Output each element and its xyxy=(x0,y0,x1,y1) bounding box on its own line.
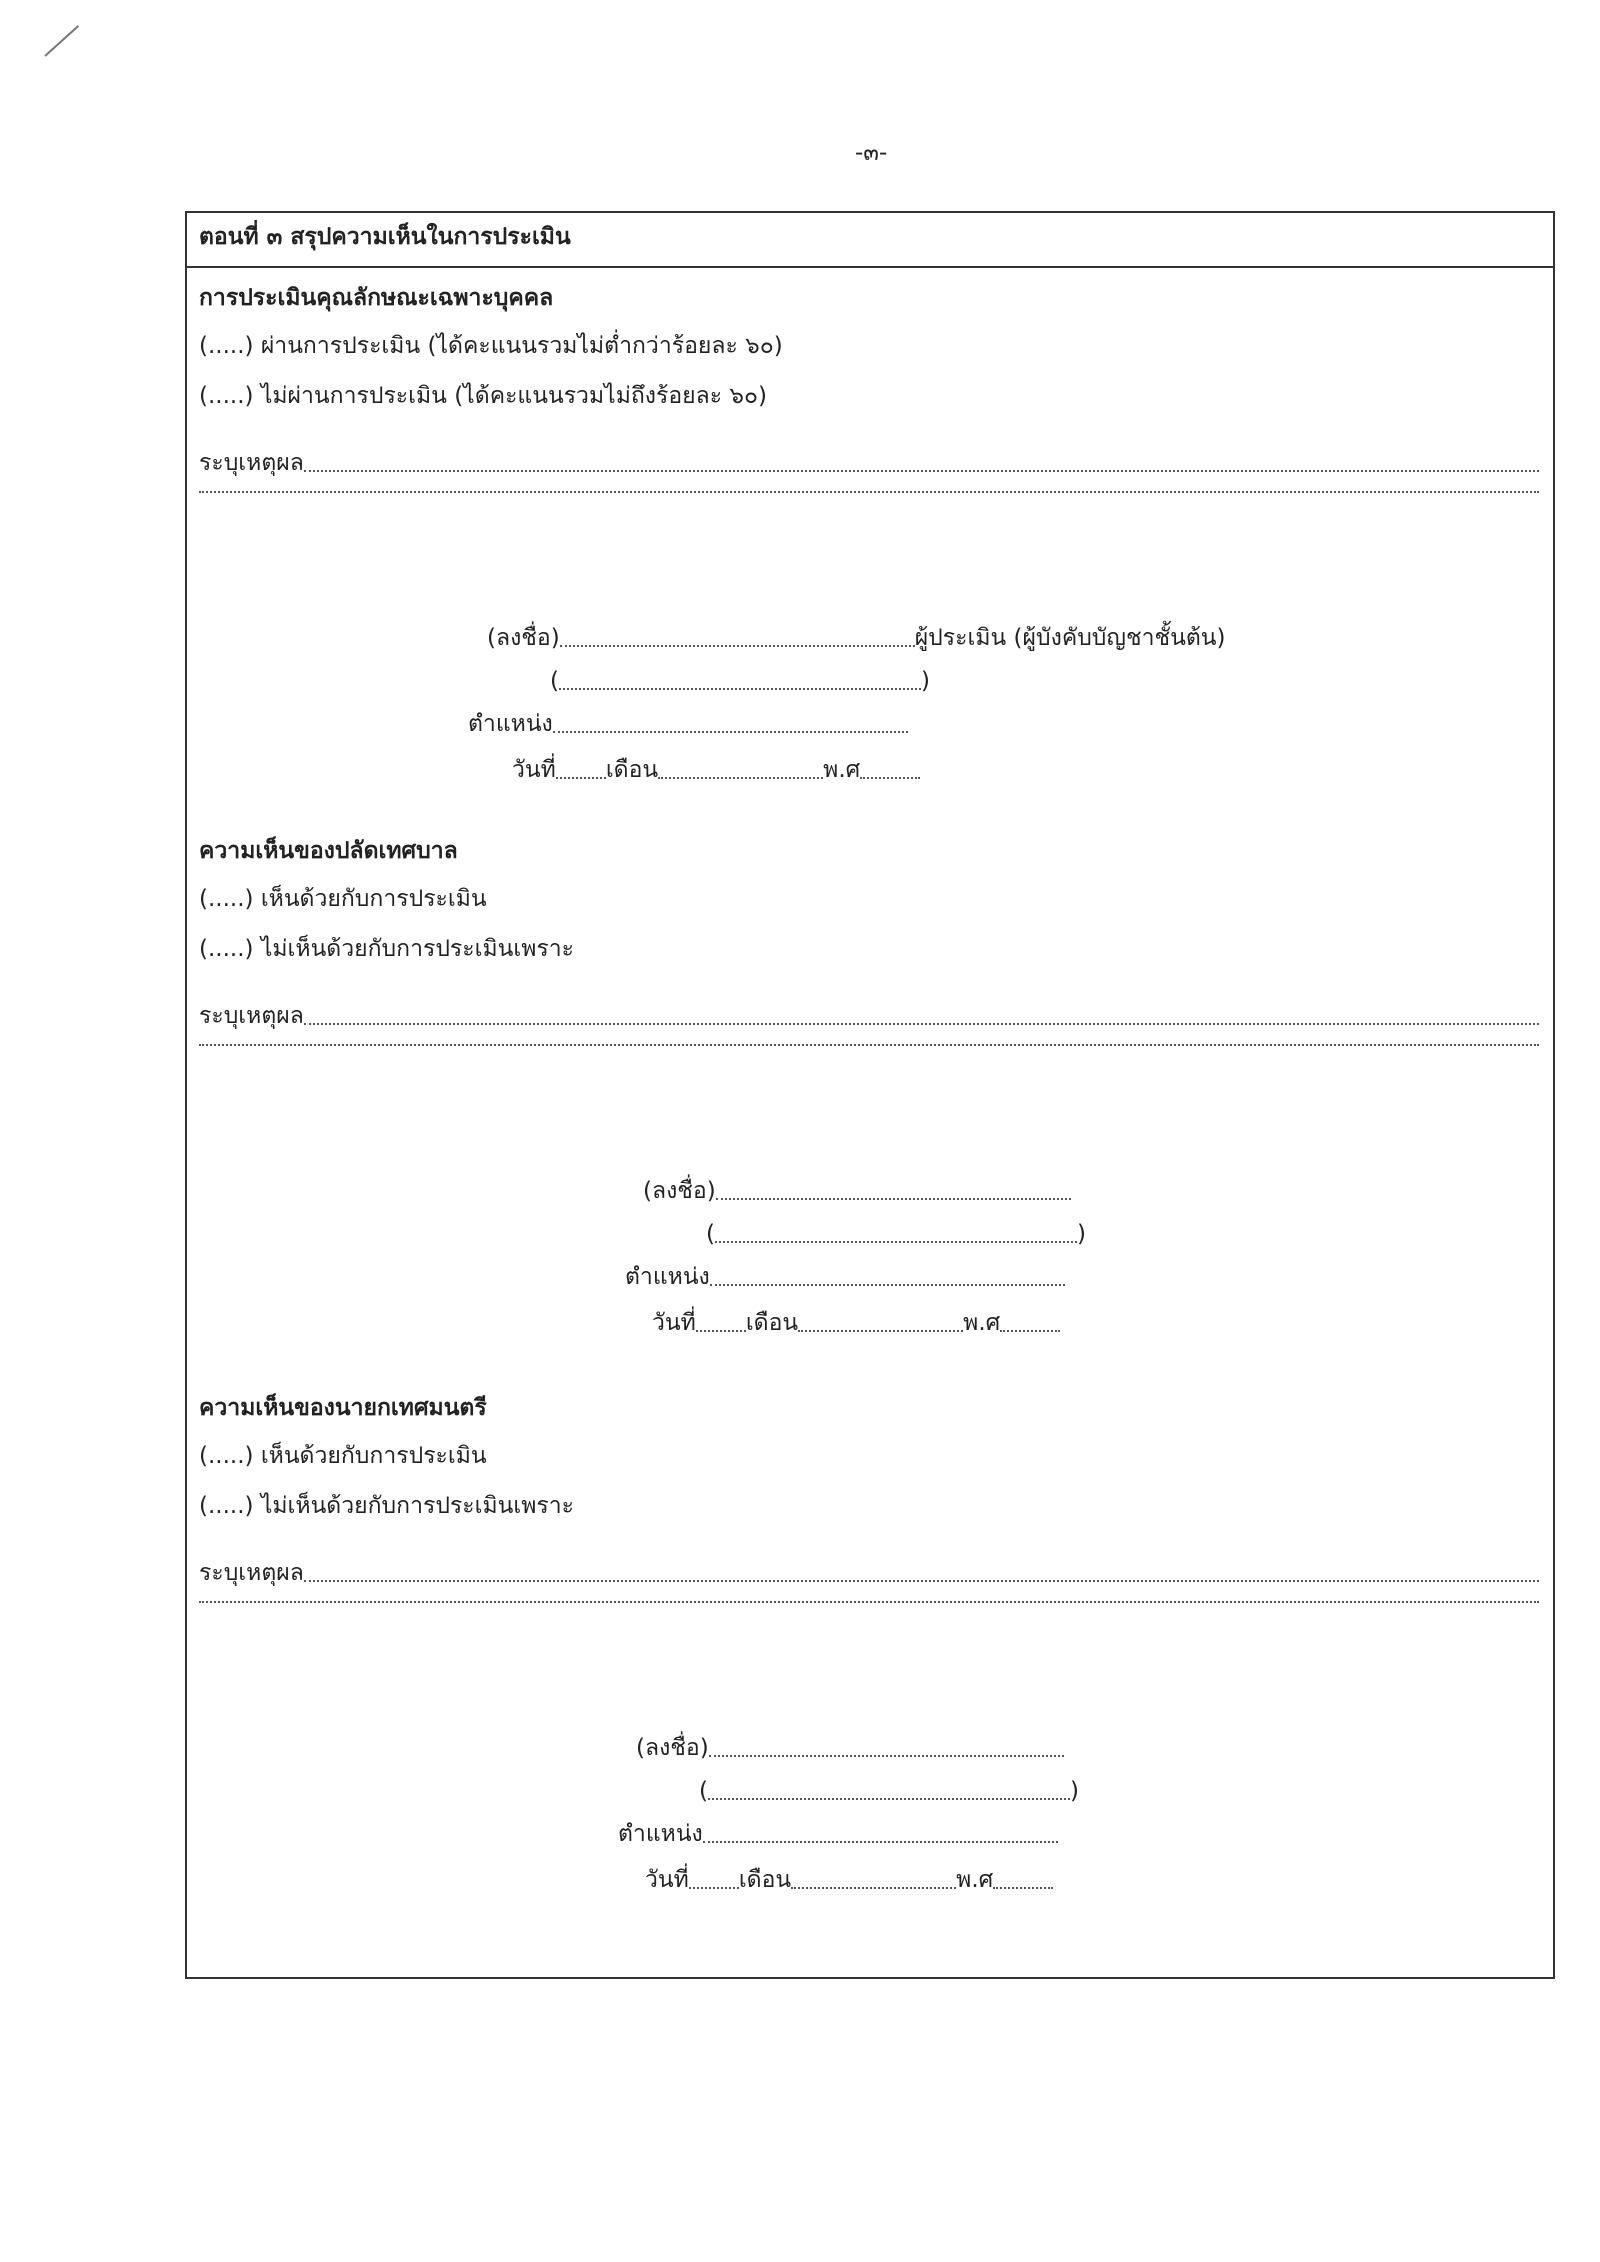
sign-dots xyxy=(709,1755,1064,1757)
option-agree[interactable]: (.....) เห็นด้วยกับการประเมิน xyxy=(199,1443,487,1469)
paren-open: ( xyxy=(699,1778,708,1804)
header-divider xyxy=(185,266,1555,268)
month-dots xyxy=(658,777,823,779)
reason-dots xyxy=(304,470,1539,472)
year-dots xyxy=(860,777,920,779)
printed-name-line[interactable] xyxy=(706,1219,1086,1249)
reason-dots xyxy=(304,1580,1539,1582)
month-label: เดือน xyxy=(605,757,659,783)
sign-label: (ลงชื่อ) xyxy=(487,625,560,651)
position-line[interactable] xyxy=(625,1262,1065,1292)
month-dots xyxy=(798,1330,963,1332)
reason-dots xyxy=(304,1023,1539,1025)
signature-line[interactable] xyxy=(643,1176,1071,1206)
paren-close: ) xyxy=(1069,1778,1079,1804)
sign-dots xyxy=(716,1198,1071,1200)
position-label: ตำแหน่ง xyxy=(618,1821,703,1847)
reason-label: ระบุเหตุผล xyxy=(199,1003,304,1029)
position-dots xyxy=(710,1284,1065,1286)
year-label: พ.ศ xyxy=(823,757,861,783)
reason-dots xyxy=(199,491,1539,493)
sign-suffix: ผู้ประเมิน (ผู้บังคับบัญชาชั้นต้น) xyxy=(914,625,1226,651)
name-dots xyxy=(715,1241,1077,1243)
sign-dots xyxy=(560,645,915,647)
reason-field-line2[interactable] xyxy=(199,1044,1539,1052)
sign-label: (ลงชื่อ) xyxy=(636,1735,709,1761)
position-label: ตำแหน่ง xyxy=(625,1264,710,1290)
day-label: วันที่ xyxy=(645,1867,689,1893)
year-label: พ.ศ xyxy=(963,1310,1001,1336)
reason-dots xyxy=(199,1044,1539,1046)
printed-name-line[interactable] xyxy=(550,666,930,696)
position-label: ตำแหน่ง xyxy=(468,711,553,737)
option-agree[interactable]: (.....) ผ่านการประเมิน (ได้คะแนนรวมไม่ต่ำกว่าร้อยละ ๖๐) xyxy=(199,333,783,359)
option-agree[interactable]: (.....) เห็นด้วยกับการประเมิน xyxy=(199,886,487,912)
paren-open: ( xyxy=(550,668,559,694)
year-label: พ.ศ xyxy=(956,1867,994,1893)
option-disagree[interactable]: (.....) ไม่เห็นด้วยกับการประเมินเพราะ xyxy=(199,936,575,962)
reason-field[interactable] xyxy=(199,1558,1539,1588)
reason-label: ระบุเหตุผล xyxy=(199,1560,304,1586)
signature-line[interactable] xyxy=(487,623,1226,653)
page-number: -๓- xyxy=(855,140,888,166)
name-dots xyxy=(559,688,921,690)
day-dots xyxy=(696,1330,746,1332)
signature-line[interactable] xyxy=(636,1733,1064,1763)
paren-close: ) xyxy=(920,668,930,694)
paren-close: ) xyxy=(1076,1221,1086,1247)
reason-field[interactable] xyxy=(199,1001,1539,1031)
printed-name-line[interactable] xyxy=(699,1776,1079,1806)
name-dots xyxy=(708,1798,1070,1800)
date-line[interactable] xyxy=(652,1308,1060,1338)
year-dots xyxy=(993,1887,1053,1889)
position-dots xyxy=(553,731,908,733)
sign-label: (ลงชื่อ) xyxy=(643,1178,716,1204)
scan-mark xyxy=(44,25,79,57)
option-disagree[interactable]: (.....) ไม่ผ่านการประเมิน (ได้คะแนนรวมไม่ถึงร้อยละ ๖๐) xyxy=(199,383,768,409)
month-dots xyxy=(791,1887,956,1889)
part-title: ตอนที่ ๓ สรุปความเห็นในการประเมิน xyxy=(199,224,571,250)
day-label: วันที่ xyxy=(512,757,556,783)
reason-field-line2[interactable] xyxy=(199,491,1539,499)
month-label: เดือน xyxy=(738,1867,792,1893)
option-disagree[interactable]: (.....) ไม่เห็นด้วยกับการประเมินเพราะ xyxy=(199,1493,575,1519)
position-line[interactable] xyxy=(618,1819,1058,1849)
section-title: ความเห็นของปลัดเทศบาล xyxy=(199,838,458,864)
day-dots xyxy=(556,777,606,779)
section-title: การประเมินคุณลักษณะเฉพาะบุคคล xyxy=(199,285,554,311)
day-label: วันที่ xyxy=(652,1310,696,1336)
date-line[interactable] xyxy=(512,755,920,785)
year-dots xyxy=(1000,1330,1060,1332)
position-line[interactable] xyxy=(468,709,908,739)
reason-label: ระบุเหตุผล xyxy=(199,450,304,476)
date-line[interactable] xyxy=(645,1865,1053,1895)
day-dots xyxy=(689,1887,739,1889)
position-dots xyxy=(703,1841,1058,1843)
reason-dots xyxy=(199,1601,1539,1603)
reason-field-line2[interactable] xyxy=(199,1601,1539,1609)
section-title: ความเห็นของนายกเทศมนตรี xyxy=(199,1395,487,1421)
month-label: เดือน xyxy=(745,1310,799,1336)
reason-field[interactable] xyxy=(199,448,1539,478)
paren-open: ( xyxy=(706,1221,715,1247)
